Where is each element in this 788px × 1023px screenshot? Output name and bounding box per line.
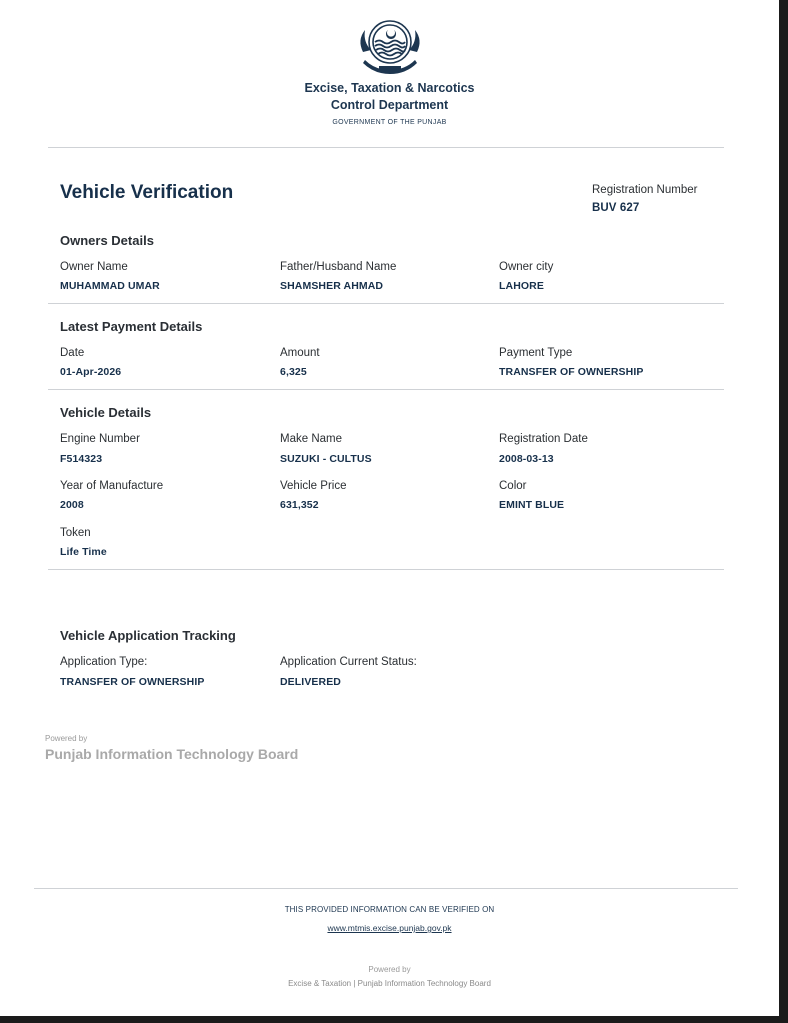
token-label: Token [60,527,91,539]
engine-number-value: F514323 [60,453,103,465]
owner-city-value: LAHORE [499,280,544,292]
owner-city-label: Owner city [499,261,554,273]
punjab-emblem-icon [355,16,425,76]
registration-date-value: 2008-03-13 [499,453,554,465]
vehicle-price-label: Vehicle Price [280,480,347,492]
footer-org: Excise & Taxation | Punjab Information Technology Board [288,979,491,988]
owners-section-title: Owners Details [60,233,154,248]
application-status-label: Application Current Status: [280,656,417,668]
father-name-label: Father/Husband Name [280,261,397,273]
application-status-value: DELIVERED [280,676,341,688]
year-value: 2008 [60,499,84,511]
powered-by-label: Powered by [45,734,88,743]
application-type-value: TRANSFER OF OWNERSHIP [60,676,205,688]
section-divider [48,389,724,390]
make-name-value: SUZUKI - CULTUS [280,453,372,465]
registration-number-label: Registration Number [592,184,698,196]
color-value: EMINT BLUE [499,499,565,511]
father-name-value: SHAMSHER AHMAD [280,280,384,292]
token-value: Life Time [60,546,107,558]
year-label: Year of Manufacture [60,480,164,492]
payment-date-label: Date [60,347,85,359]
verify-notice: THIS PROVIDED INFORMATION CAN BE VERIFIED ON [284,905,495,914]
page-title: Vehicle Verification [60,182,234,203]
payment-section-title: Latest Payment Details [60,319,203,334]
color-label: Color [499,480,527,492]
make-name-label: Make Name [280,433,342,445]
section-divider [48,303,724,304]
footer-powered-label: Powered by [368,965,411,974]
payment-amount-label: Amount [280,347,320,359]
department-name-line1: Excise, Taxation & Narcotics [304,81,475,95]
verify-link[interactable]: www.mtmis.excise.punjab.gov.pk [327,923,452,933]
vehicle-price-value: 631,352 [280,499,319,511]
owner-name-label: Owner Name [60,261,128,273]
header [0,16,779,126]
owner-name-value: MUHAMMAD UMAR [60,280,160,292]
department-name-line2: Control Department [330,98,449,112]
engine-number-label: Engine Number [60,433,140,445]
header-divider [48,147,724,148]
government-label: GOVERNMENT OF THE PUNJAB [332,119,447,126]
verify-link-wrapper [0,918,779,936]
footer-divider [34,888,738,889]
registration-date-label: Registration Date [499,433,588,445]
payment-date-value: 01-Apr-2026 [60,366,122,378]
section-divider [48,569,724,570]
powered-by-org: Punjab Information Technology Board [45,746,299,762]
payment-type-value: TRANSFER OF OWNERSHIP [499,366,644,378]
vehicle-section-title: Vehicle Details [60,405,152,420]
tracking-section-title: Vehicle Application Tracking [60,628,236,643]
payment-amount-value: 6,325 [280,366,307,378]
registration-number-value: BUV 627 [592,202,640,214]
application-type-label: Application Type: [60,656,148,668]
payment-type-label: Payment Type [499,347,573,359]
